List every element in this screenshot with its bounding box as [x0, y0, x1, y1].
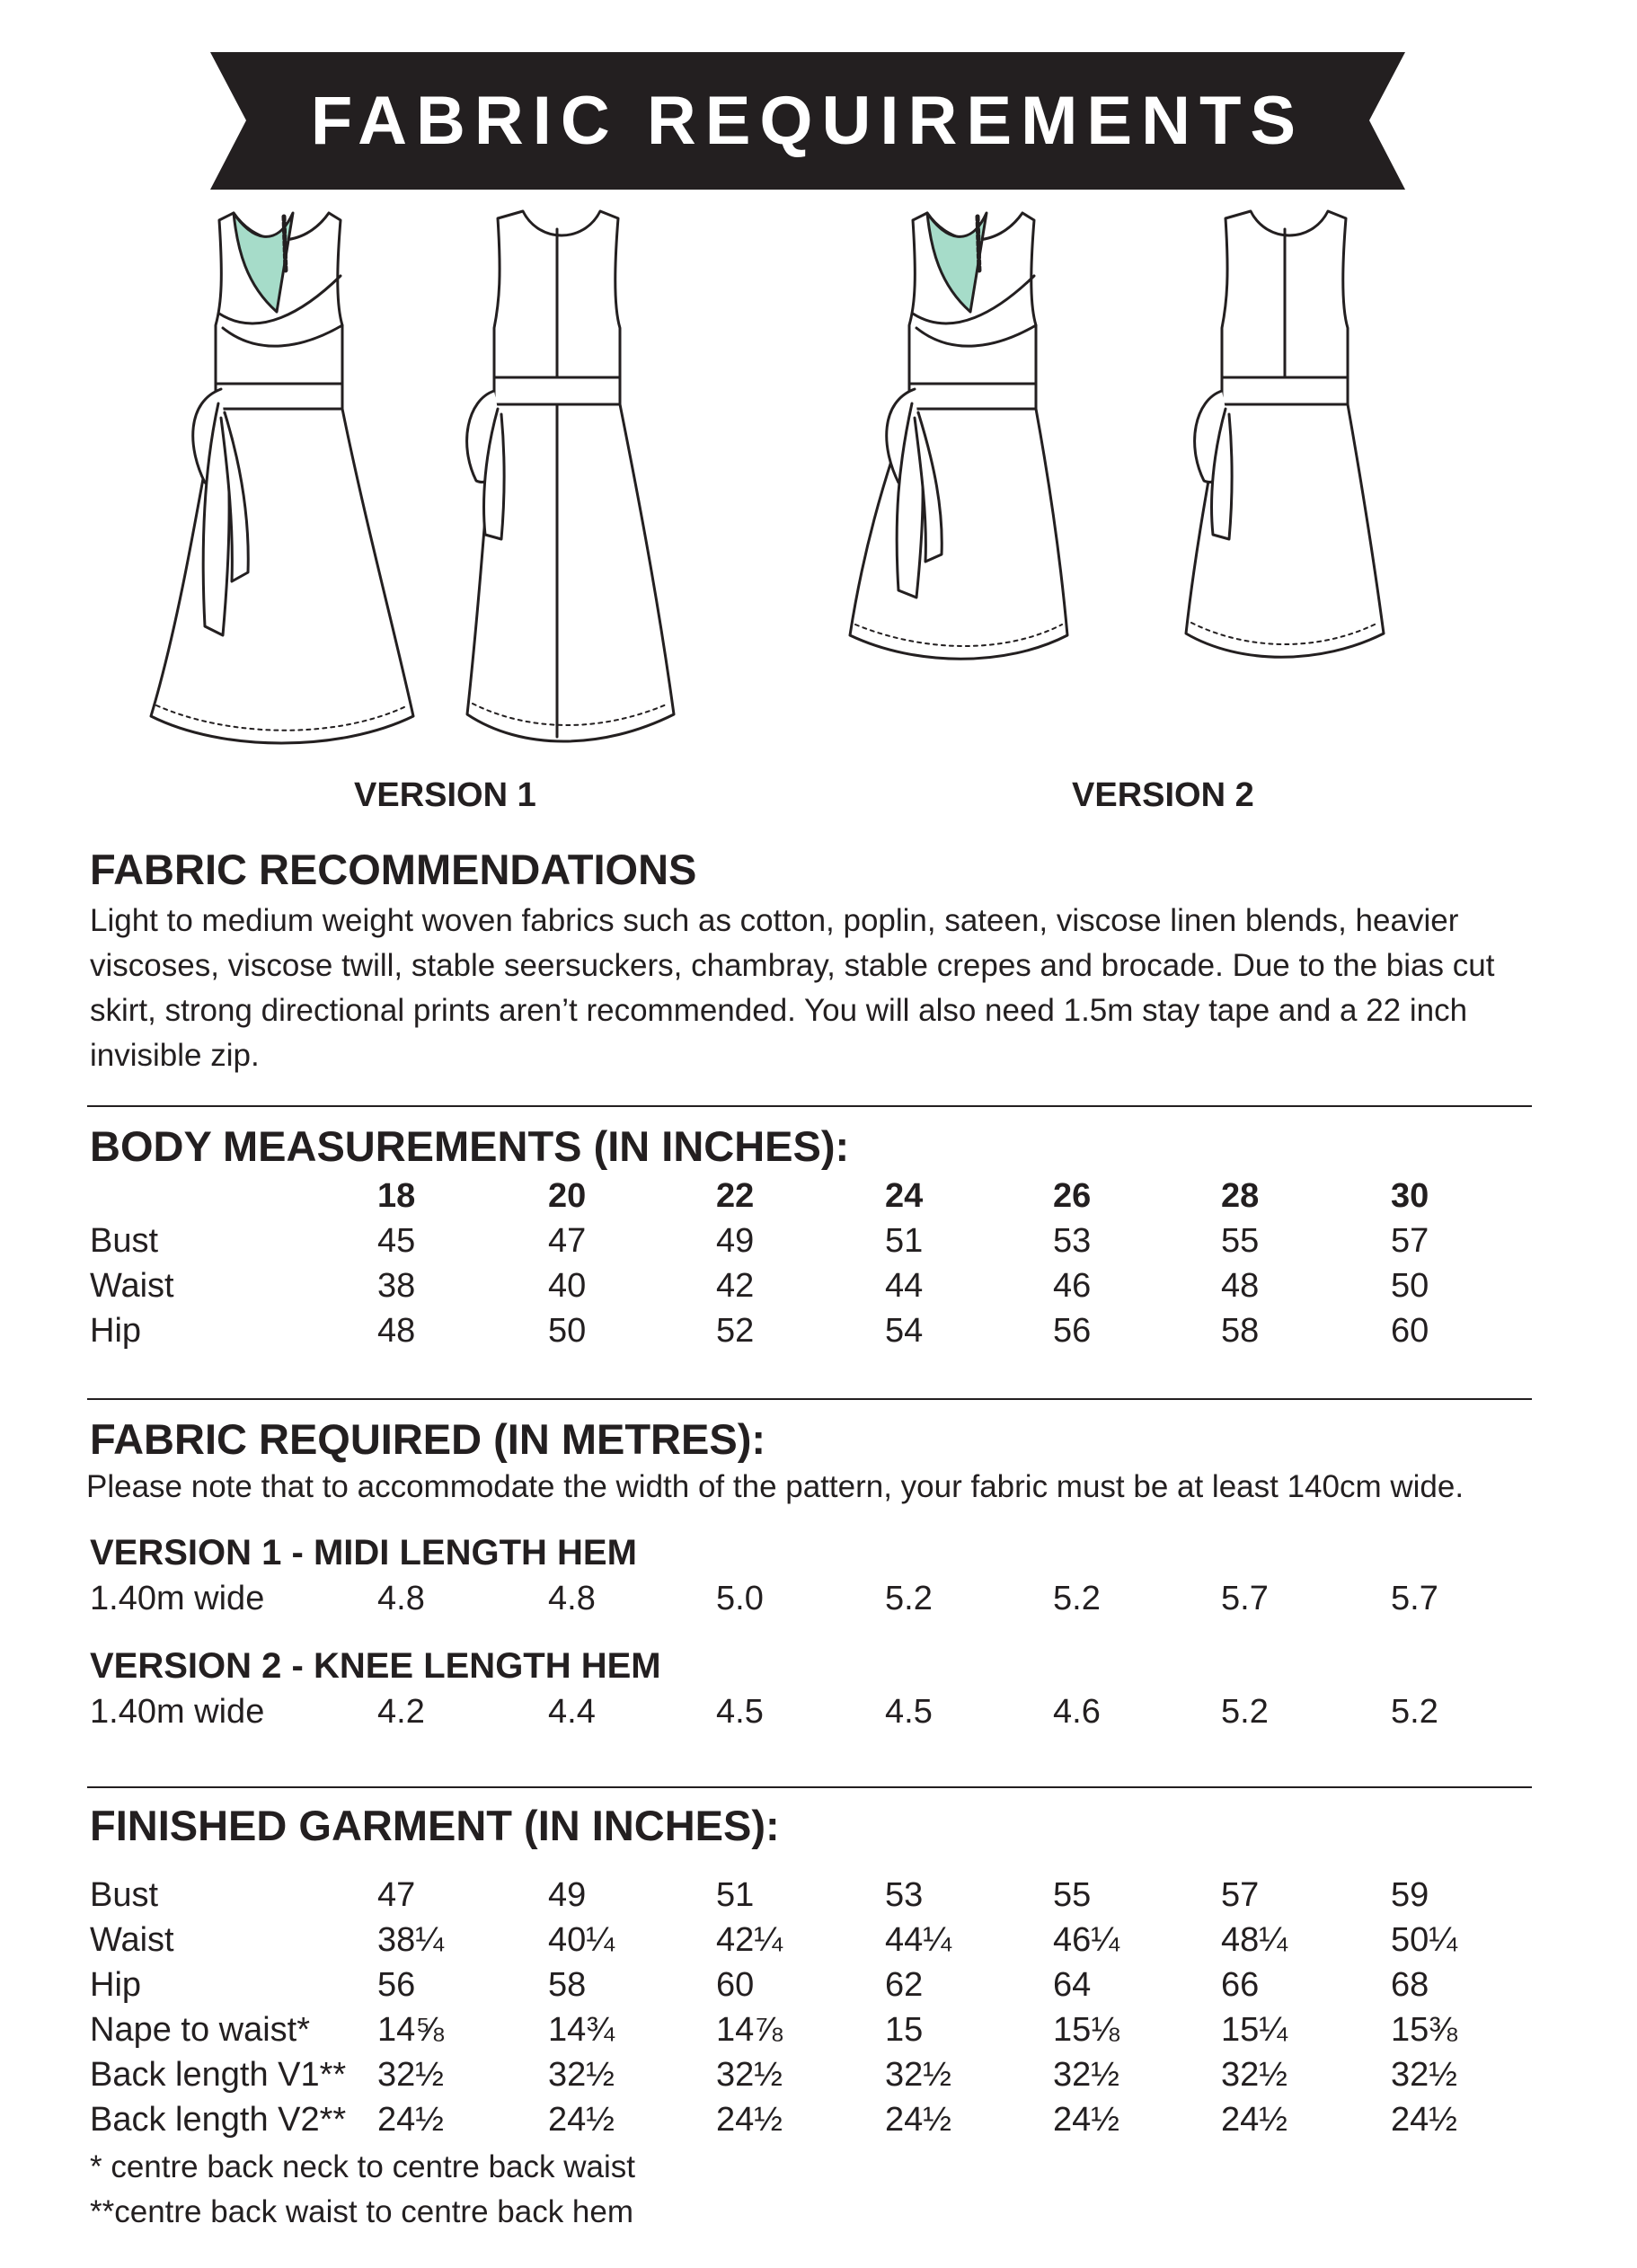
table-row: [0, 1876, 1637, 1921]
page-title: FABRIC REQUIREMENTS: [310, 83, 1305, 159]
section-divider: [87, 1105, 1532, 1107]
table-cell: 57: [1391, 1222, 1429, 1260]
version-2-fabric-heading: VERSION 2 - KNEE LENGTH HEM: [90, 1646, 661, 1686]
table-cell: 42: [716, 1267, 755, 1305]
table-cell: 51: [716, 1876, 755, 1914]
table-cell: 47: [377, 1876, 416, 1914]
recommendation-line: skirt, strong directional prints aren’t recommended. You will also need 1.5m stay tape and a 22 inch: [90, 993, 1468, 1028]
table-cell: 4.5: [885, 1693, 933, 1731]
table-cell: 5.7: [1391, 1580, 1438, 1617]
row-label: 1.40m wide: [90, 1693, 265, 1731]
version-2-label: VERSION 2: [1072, 776, 1254, 814]
table-cell: 46¼: [1053, 1921, 1119, 1959]
table-cell: 60: [1391, 1312, 1429, 1350]
size-header: 18: [377, 1177, 416, 1215]
footnote: **centre back waist to centre back hem: [90, 2194, 634, 2229]
fabric-recommendations-text: [90, 899, 1563, 1078]
table-cell: 32½: [377, 2056, 444, 2094]
version-1-fabric-heading: VERSION 1 - MIDI LENGTH HEM: [90, 1533, 637, 1573]
table-cell: 47: [548, 1222, 587, 1260]
table-row: [0, 1222, 1637, 1267]
table-cell: 4.8: [548, 1580, 596, 1617]
row-label: Bust: [90, 1222, 159, 1260]
table-cell: 60: [716, 1966, 755, 2004]
size-header: 20: [548, 1177, 587, 1215]
table-cell: 44¼: [885, 1921, 951, 1959]
table-cell: 4.2: [377, 1693, 425, 1731]
section-divider: [87, 1398, 1532, 1400]
table-cell: 15⅛: [1053, 2011, 1119, 2049]
table-cell: 4.4: [548, 1693, 596, 1731]
table-cell: 32½: [1391, 2056, 1457, 2094]
table-cell: 51: [885, 1222, 924, 1260]
table-cell: 46: [1053, 1267, 1092, 1305]
table-cell: 49: [548, 1876, 587, 1914]
table-cell: 5.2: [885, 1580, 933, 1617]
table-row: [0, 2056, 1637, 2101]
size-header: 24: [885, 1177, 924, 1215]
table-cell: 4.6: [1053, 1693, 1101, 1731]
table-cell: 38¼: [377, 1921, 444, 1959]
size-header-row: [0, 1177, 1637, 1222]
table-cell: 5.2: [1053, 1580, 1101, 1617]
table-cell: 24½: [1391, 2101, 1457, 2139]
table-cell: 32½: [885, 2056, 951, 2094]
table-row: [0, 1966, 1637, 2011]
table-row: [0, 1921, 1637, 1966]
row-label: Bust: [90, 1876, 159, 1914]
table-cell: 4.5: [716, 1693, 764, 1731]
table-cell: 5.7: [1221, 1580, 1269, 1617]
row-label: 1.40m wide: [90, 1580, 265, 1617]
table-cell: 38: [377, 1267, 416, 1305]
recommendation-line: Light to medium weight woven fabrics such as cotton, poplin, sateen, viscose linen blends, heavier: [90, 903, 1459, 938]
table-cell: 58: [548, 1966, 587, 2004]
table-cell: 52: [716, 1312, 755, 1350]
table-cell: 15¼: [1221, 2011, 1287, 2049]
table-cell: 32½: [716, 2056, 783, 2094]
table-cell: 15⅜: [1391, 2011, 1457, 2049]
table-cell: 50: [1391, 1267, 1429, 1305]
table-cell: 50¼: [1391, 1921, 1457, 1959]
table-cell: 24½: [548, 2101, 615, 2139]
version-1-label: VERSION 1: [354, 776, 536, 814]
table-cell: 59: [1391, 1876, 1429, 1914]
table-cell: 57: [1221, 1876, 1260, 1914]
table-cell: 55: [1053, 1876, 1092, 1914]
table-cell: 14⅝: [377, 2011, 444, 2049]
table-cell: 66: [1221, 1966, 1260, 2004]
body-measurements-heading: BODY MEASUREMENTS (IN INCHES):: [90, 1122, 850, 1170]
table-cell: 50: [548, 1312, 587, 1350]
table-cell: 24½: [1221, 2101, 1287, 2139]
table-cell: 14⅞: [716, 2011, 783, 2049]
version-1-front-dress: [151, 213, 413, 743]
table-row: [0, 1312, 1637, 1357]
table-cell: 4.8: [377, 1580, 425, 1617]
version-2-back-dress: [1186, 211, 1384, 657]
table-cell: 32½: [548, 2056, 615, 2094]
size-header: 26: [1053, 1177, 1092, 1215]
table-cell: 49: [716, 1222, 755, 1260]
table-cell: 5.2: [1391, 1693, 1438, 1731]
table-cell: 48¼: [1221, 1921, 1287, 1959]
row-label: Hip: [90, 1312, 142, 1350]
table-row: [0, 2101, 1637, 2146]
dress-illustrations: [135, 202, 1500, 759]
table-cell: 53: [1053, 1222, 1092, 1260]
recommendation-line: viscoses, viscose twill, stable seersuckers, chambray, stable crepes and brocade. Due to the bias cut: [90, 948, 1495, 983]
finished-garment-heading: FINISHED GARMENT (IN INCHES):: [90, 1802, 780, 1849]
table-cell: 58: [1221, 1312, 1260, 1350]
table-cell: 5.0: [716, 1580, 764, 1617]
table-cell: 32½: [1221, 2056, 1287, 2094]
table-cell: 24½: [885, 2101, 951, 2139]
row-label: Back length V1**: [90, 2056, 347, 2094]
recommendation-line: invisible zip.: [90, 1038, 260, 1073]
table-row: [0, 1693, 1637, 1738]
size-header: 30: [1391, 1177, 1429, 1215]
table-cell: 14¾: [548, 2011, 615, 2049]
table-cell: 56: [1053, 1312, 1092, 1350]
table-cell: 24½: [716, 2101, 783, 2139]
table-row: [0, 2011, 1637, 2056]
row-label: Waist: [90, 1267, 174, 1305]
fabric-required-heading: FABRIC REQUIRED (IN METRES):: [90, 1415, 765, 1463]
table-cell: 48: [377, 1312, 416, 1350]
size-header: 22: [716, 1177, 755, 1215]
table-row: [0, 1267, 1637, 1312]
table-cell: 32½: [1053, 2056, 1119, 2094]
table-cell: 68: [1391, 1966, 1429, 2004]
fabric-recommendations-heading: FABRIC RECOMMENDATIONS: [90, 846, 697, 893]
fabric-width-note: Please note that to accommodate the width of the pattern, your fabric must be at least 140cm wide.: [86, 1469, 1464, 1504]
table-cell: 62: [885, 1966, 924, 2004]
table-row: [0, 1580, 1637, 1625]
table-cell: 48: [1221, 1267, 1260, 1305]
table-cell: 56: [377, 1966, 416, 2004]
table-cell: 5.2: [1221, 1693, 1269, 1731]
version-1-back-dress: [467, 211, 674, 741]
table-cell: 15: [885, 2011, 924, 2049]
table-cell: 53: [885, 1876, 924, 1914]
version-2-front-dress: [850, 213, 1067, 659]
section-divider: [87, 1786, 1532, 1788]
row-label: Waist: [90, 1921, 174, 1959]
footnote: * centre back neck to centre back waist: [90, 2149, 635, 2184]
table-cell: 45: [377, 1222, 416, 1260]
table-cell: 44: [885, 1267, 924, 1305]
table-cell: 24½: [1053, 2101, 1119, 2139]
table-cell: 40¼: [548, 1921, 615, 1959]
size-header: 28: [1221, 1177, 1260, 1215]
title-banner: [210, 52, 1405, 190]
table-cell: 54: [885, 1312, 924, 1350]
table-cell: 40: [548, 1267, 587, 1305]
table-cell: 24½: [377, 2101, 444, 2139]
table-cell: 55: [1221, 1222, 1260, 1260]
row-label: Nape to waist*: [90, 2011, 311, 2049]
table-cell: 42¼: [716, 1921, 783, 1959]
row-label: Hip: [90, 1966, 142, 2004]
table-cell: 64: [1053, 1966, 1092, 2004]
row-label: Back length V2**: [90, 2101, 347, 2139]
